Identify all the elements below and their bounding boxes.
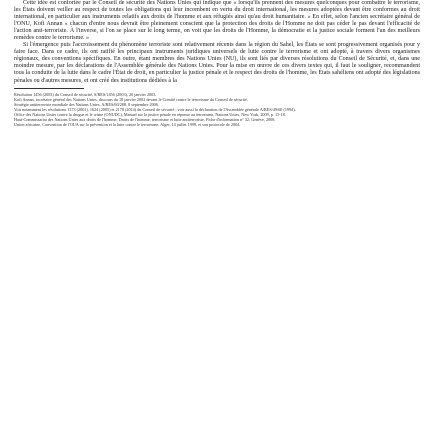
document-body xyxy=(14,0,420,85)
body-paragraph-1: Cette idée est confortée par le Conseil de sécurité des Nations Unies qui indique que « lorsqu'ils prennent des mesures quelconques pour combattre le terrorisme, les États doivent veiller au respect de toutes les obligations qui leur incombent en vertu du droit international, les mesures adoptées devant être conformes au droit international, en particulier aux instruments relatifs aux droits de l'homme et aux réfugiés ainsi qu'au droit humanitaire. » En effet, selon l'ancien secrétaire général de l'ONU, Kofi Annan « chacun d'entre nous devrait être pleinement conscient que la protection des droits de l'Homme ne doit pas céder le pas devant l'efficacité de l'action anti-terroriste. À l'inverse, si l'on se place sur le long terme, on voit que les droits de l'Homme, la démocratie et la justice sociale forment l'un des meilleurs remèdes contre le terrorisme. » xyxy=(14,0,420,42)
footnote: Haut-Commissariat des Nations Unies aux droits de l'homme, Droits de l'homme, terrorisme et lutte antiterroriste, Fiche d'information n° 32, Genève, 2008. xyxy=(14,117,276,123)
footnote: Union africaine, Convention de l'OUA sur la prévention et la lutte contre le terrorisme, Alger, 14 juillet 1999, et son protocole de 2004. xyxy=(14,122,241,128)
document-page xyxy=(14,0,420,432)
footnote: Office des Nations Unies contre la drogue et le crime (ONUDC), Manuel sur la justice pénale en réponse au terrorisme, Nations Unies, New York, 2009, p. 15-18. xyxy=(14,111,286,117)
footnote: Voir notamment les résolutions 1373 (2001), 1624 (2005) et 2178 (2014) du Conseil de sécurité ; voir aussi la déclaration de l'Assemblée générale A/RES/49/60 (1994). xyxy=(14,106,296,112)
footnotes xyxy=(14,92,420,128)
footnote-separator xyxy=(14,88,84,89)
footnote: Résolution 1456 (2003) du Conseil de sécurité, S/RES/1456 (2003), 20 janvier 2003. xyxy=(14,91,157,97)
body-paragraph-2: Si l'émergence puis l'accroissement du phénomène terroriste sont relativement récents dans la région du Sahel, les États se sont progressivement organisés pour y faire face. Dans ce cadre, ils ont ratifié les principaux instruments juridiques universels de lutte contre le terrorisme et ont adopté, à travers divers organismes régionaux, des conventions spécifiques. En outre, étant membres des Nations Unies (NU), ils sont liés par diverses résolutions du Conseil de Sécurité, et, dans une moindre mesure, par les déclarations de l'Assemblée générale des Nations Unies. Pour la mise en œuvre de ces divers textes qui, il faut le souligner, recommandent tous la conduite de la lutte dans le cadre l'État de droit, en particulier la justice pénale et le respect des droits de l'homme, les États sahéliens ont adopté des législations pénales ou d'autres mesures, et ont créé des institutions dédiées à la xyxy=(14,42,420,84)
footnote: Stratégie antiterroriste mondiale des Nations Unies, A/RES/60/288, 8 septembre 2006. xyxy=(14,101,159,107)
footnote: Kofi Annan, secrétaire général des Nations Unies, discours du 18 janvier 2002 devant le Comité contre le terrorisme du Conseil de sécurité. xyxy=(14,96,248,102)
